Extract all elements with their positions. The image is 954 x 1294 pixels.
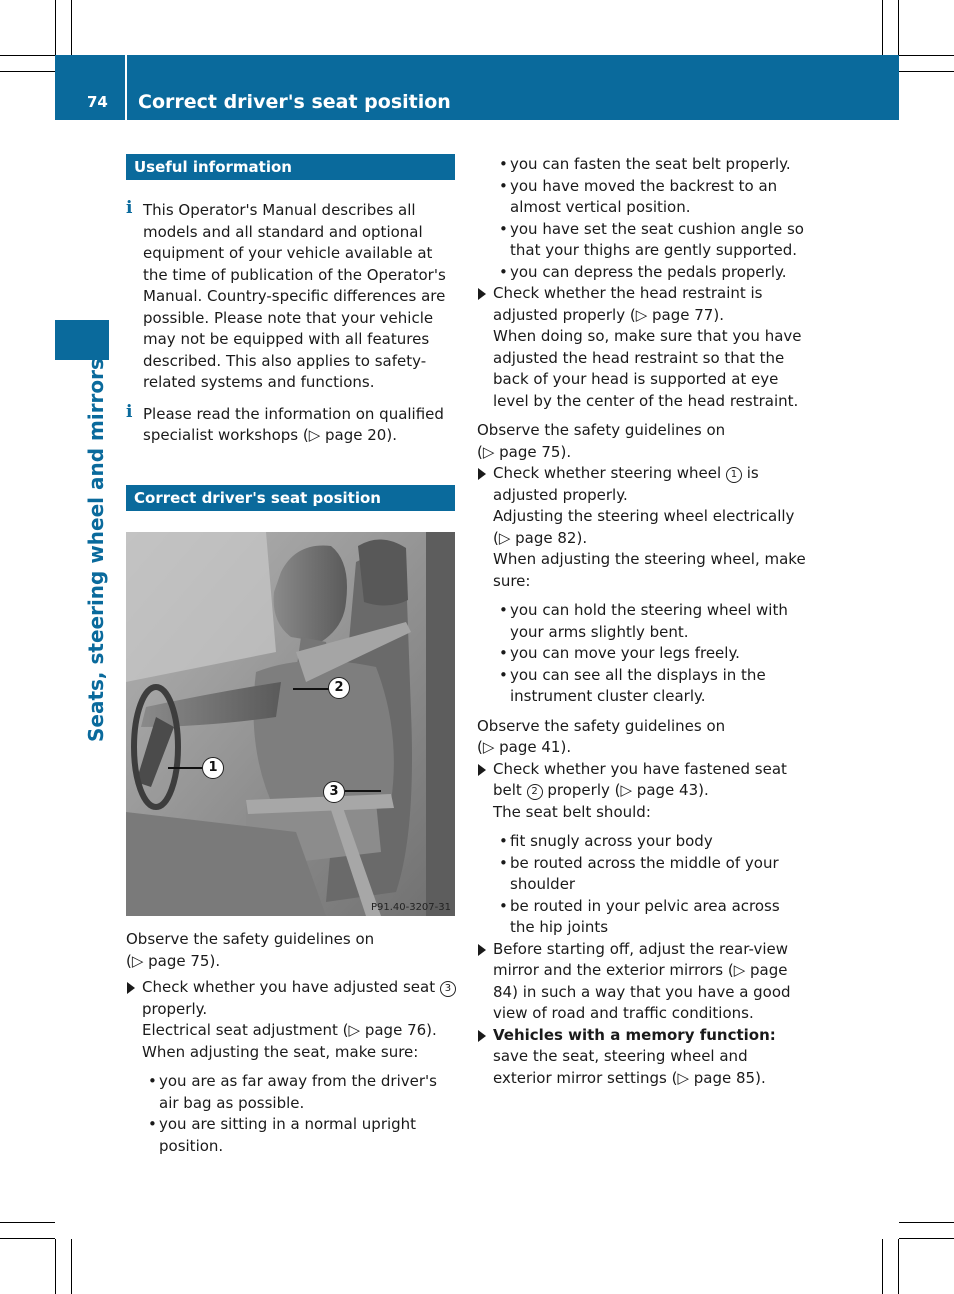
step-detail: Electrical seat adjustment (▷ page 76). <box>142 1021 437 1039</box>
sidebar-tab <box>55 320 109 360</box>
step-steering-wheel: Check whether steering wheel 1 is adjusted properly. <box>477 463 809 506</box>
bullet-list <box>126 1071 457 1157</box>
crop-mark <box>71 1239 72 1294</box>
section-heading-seat-position: Correct driver's seat position <box>126 485 455 511</box>
crop-mark <box>55 1239 56 1294</box>
list-item: • you have set the seat cushion angle so that your thighs are gently supported. <box>499 219 804 259</box>
callout-line <box>293 688 329 690</box>
step-memory-function: Vehicles with a memory function: save the seat, steering wheel and exterior mirror settings (▷ page 85). <box>477 1025 809 1090</box>
info-icon: i <box>126 198 133 218</box>
list-item: • you are as far away from the driver's air bag as possible. <box>148 1072 437 1112</box>
step-seat-belt: Check whether you have fastened seat belt 2 properly (▷ page 43). <box>477 759 809 802</box>
observe-guidelines: Observe the safety guidelines on (▷ page 75). <box>126 930 375 970</box>
crop-mark <box>899 1222 954 1223</box>
crop-mark <box>0 71 55 72</box>
header-divider <box>125 55 127 120</box>
left-instructions <box>126 929 457 1157</box>
list-item: • you can depress the pedals properly. <box>499 262 787 281</box>
bullet-list <box>477 831 809 939</box>
crop-mark <box>882 0 883 55</box>
info-block <box>126 200 457 447</box>
step-arrow-icon <box>478 944 486 956</box>
figure-code: P91.40-3207-31 <box>370 902 451 913</box>
list-item: • you can move your legs freely. <box>499 644 740 662</box>
observe-guidelines: Observe the safety guidelines on (▷ page 41). <box>477 716 726 756</box>
bullet-list <box>477 600 809 708</box>
right-instructions <box>477 154 809 1089</box>
crop-mark <box>0 1238 55 1239</box>
info-paragraph: i This Operator's Manual describes all models and all standard and optional equipment of your vehicle available at the time of publication of the Operator's Manual. Country-specific differences are possible. Please note that your vehicle may not be equipped with all features described. This also applies to safety-related systems and functions. <box>126 198 446 391</box>
callout-2-seat-belt: 2 <box>328 677 350 699</box>
step-arrow-icon <box>478 468 486 480</box>
callout-1-steering-wheel: 1 <box>202 757 224 779</box>
page-header <box>55 55 899 120</box>
crop-mark <box>899 71 954 72</box>
crop-mark <box>882 1239 883 1294</box>
sidebar-chapter-title: Seats, steering wheel and mirrors <box>84 358 108 742</box>
page-number: 74 <box>87 93 108 111</box>
step-arrow-icon <box>478 1030 486 1042</box>
observe-guidelines: Observe the safety guidelines on (▷ page 75). <box>477 421 726 461</box>
list-item: • you have moved the backrest to an almost vertical position. <box>499 176 778 216</box>
driver-seat-drawing <box>126 532 455 916</box>
info-icon: i <box>126 401 133 422</box>
list-item: • you are sitting in a normal upright position. <box>148 1115 417 1155</box>
list-item: • you can hold the steering wheel with your arms slightly bent. <box>499 601 788 641</box>
section-heading-useful-information: Useful information <box>126 154 455 180</box>
step-detail: When adjusting the steering wheel, make sure: <box>493 550 806 590</box>
crop-mark <box>898 0 899 55</box>
step-adjust-seat: Check whether you have adjusted seat 3 properly. <box>126 977 457 1020</box>
list-item: • fit snugly across your body <box>499 832 713 850</box>
step-arrow-icon <box>478 288 486 300</box>
seat-position-illustration <box>126 532 455 916</box>
step-head-restraint: Check whether the head restraint is adjusted properly (▷ page 77). <box>477 283 809 326</box>
step-arrow-icon <box>478 764 486 776</box>
crop-mark <box>898 1239 899 1294</box>
step-detail: Adjusting the steering wheel electrically (▷ page 82). <box>493 507 795 547</box>
crop-mark <box>0 1222 55 1223</box>
step-mirrors: Before starting off, adjust the rear-view mirror and the exterior mirrors (▷ page 84) in such a way that you have a good view of road and traffic conditions. <box>477 939 809 1025</box>
crop-mark <box>0 55 55 56</box>
callout-line <box>345 790 381 792</box>
page-title: Correct driver's seat position <box>138 91 451 113</box>
step-detail: When adjusting the seat, make sure: <box>142 1042 419 1061</box>
step-detail: The seat belt should: <box>493 802 651 821</box>
callout-3-seat: 3 <box>323 781 345 803</box>
list-item: • you can fasten the seat belt properly. <box>499 155 791 173</box>
callout-line <box>168 767 202 769</box>
crop-mark <box>71 0 72 55</box>
callout-1-icon: 1 <box>726 467 742 483</box>
callout-3-icon: 3 <box>440 981 456 997</box>
info-paragraph: i Please read the information on qualified specialist workshops (▷ page 20). <box>126 401 444 444</box>
step-detail: When doing so, make sure that you have adjusted the head restraint so that the back of your head is supported at eye level by the center of the head restraint. <box>493 327 802 410</box>
crop-mark <box>899 1238 954 1239</box>
list-item: • be routed in your pelvic area across the hip joints <box>499 896 780 936</box>
crop-mark <box>899 55 954 56</box>
list-item: • you can see all the displays in the instrument cluster clearly. <box>499 665 766 705</box>
list-item: • be routed across the middle of your shoulder <box>499 853 779 893</box>
callout-2-icon: 2 <box>527 784 543 800</box>
step-arrow-icon <box>127 982 135 994</box>
crop-mark <box>55 0 56 55</box>
